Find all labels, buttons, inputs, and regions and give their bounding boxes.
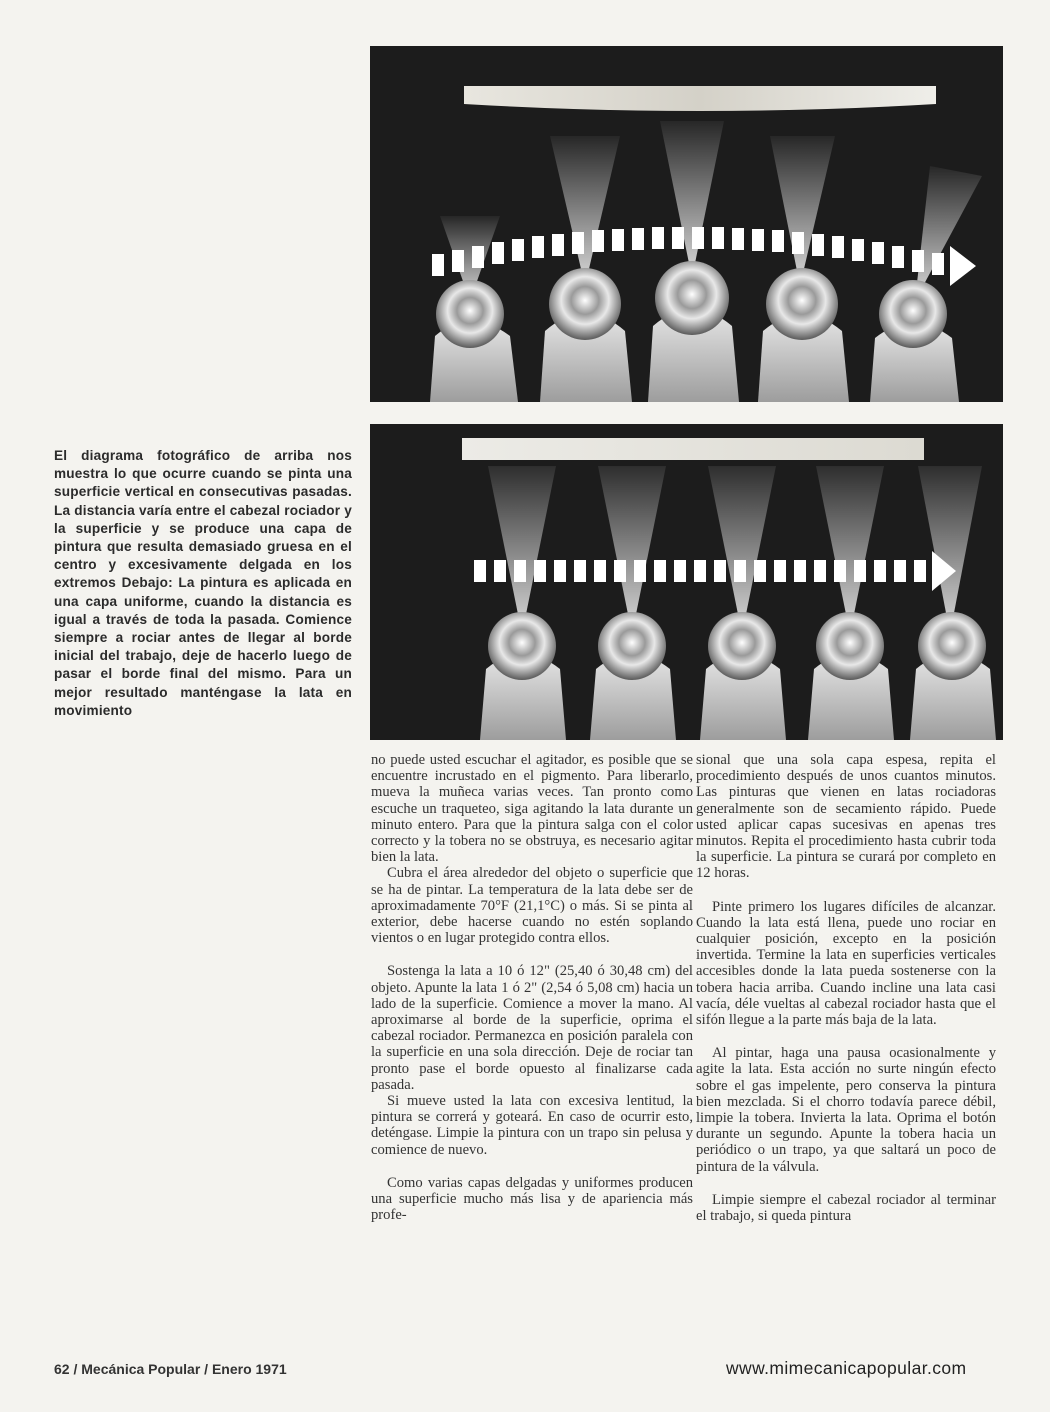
spray-cone	[660, 121, 724, 278]
photo-uneven-spray-illustration	[370, 46, 1003, 402]
paragraph: Limpie siempre el cabezal rociador al terminar el trabajo, si queda pintura	[696, 1191, 996, 1225]
website-url[interactable]: www.mimecanicapopular.com	[726, 1358, 967, 1378]
paragraph: Cubra el área alrededor del objeto o superficie que se ha de pintar. La temperatura de la lata debe ser de aproximadamente 70°F (21,1°C) o más. Si se pinta al exterior, debe hacerse cuando no estén soplando vientos o en lugar protegido contra ellos.	[371, 865, 693, 947]
hands-with-cans	[480, 612, 996, 740]
paragraph: Al pintar, haga una pausa ocasionalmente y agite la lata. Esta acción no surte ningún efecto sobre el gas impelente, pero conserva la pintura bien mezclada. Si el chorro todavía parece débil, limpie la tobera. Invierta la lata. Oprima el botón durante un segundo. Apunte la tobera hacia un periódico o un trapo, ya que saltará un poco de pintura de la válvula.	[696, 1045, 996, 1175]
paragraph: Pinte primero los lugares difíciles de alcanzar. Cuando la lata está llena, puede uno rociar en cualquier posición, excepto en la posición invertida. Termine la lata en superficies verticales accesibles donde la lata pueda sostenerse con la tobera hacia arriba. Cuando incline una lata casi vacía, déle vueltas al cabezal rociador hasta que el sifón llegue a la parte más baja de la lata.	[696, 898, 996, 1029]
page-footer-folio: 62 / Mecánica Popular / Enero 1971	[54, 1361, 287, 1377]
paragraph: sional que una sola capa espesa, repita el procedimiento después de unos cuantos minutos. Las pinturas que vienen en latas rociadoras generalmente son de secamiento rápido. Puede usted aplicar capas sucesivas en apenas tres minutos. Repita el procedimiento hasta cubrir toda la superficie. La pintura se curará por completo en 12 horas.	[696, 752, 996, 882]
paragraph: Como varias capas delgadas y uniformes producen una superficie mucho más lisa y de apariencia más profe-	[371, 1174, 693, 1224]
article-column-2	[696, 752, 996, 1224]
paragraph: Si mueve usted la lata con excesiva lentitud, la pintura se correrá y goteará. En caso de ocurrir esto, deténgase. Limpie la pintura con un trapo sin pelusa y comience de nuevo.	[371, 1093, 693, 1158]
photo-uneven-spray	[370, 46, 1003, 402]
spray-cone	[550, 136, 620, 286]
paragraph: Sostenga la lata a 10 ó 12" (25,40 ó 30,48 cm) del objeto. Apunte la lata 1 ó 2" (2,54 ó 5,08 cm) hacia un lado de la superficie. Comience a mover la mano. Al aproximarse al borde de la superficie, oprima el cabezal rociador. Permanezca en posición paralela con la superficie en una sola dirección. Deje de rociar tan pronto pase el borde opuesto al finalizarse cada pasada.	[371, 963, 693, 1093]
spray-cone	[770, 136, 835, 286]
painted-board	[464, 86, 936, 111]
photo-even-spray	[370, 424, 1003, 740]
spray-cones	[488, 466, 982, 634]
paragraph: no puede usted escuchar el agitador, es posible que se encuentre incrustado en el pigmento. Para liberarlo, mueva la muñeca varias veces. Tan pronto como escuche un traqueteo, siga agitando la lata durante un minuto entero. Para que la pintura salga con el color correcto y la tobera no se obstruya, es necesario agitar bien la lata.	[371, 752, 693, 866]
photo-even-spray-illustration	[370, 424, 1003, 740]
straight-arrow	[474, 551, 956, 591]
painted-board	[462, 438, 924, 460]
photo-caption: El diagrama fotográfico de arriba nos muestra lo que ocurre cuando se pinta una superficie vertical en consecutivas pasadas. La distancia varía entre el cabezal rociador y la superficie y se produce una capa de pintura que resulta demasiado gruesa en el centro y excesivamente delgada en los extremos Debajo: La pintura es aplicada en una capa uniforme, cuando la distancia es igual a través de toda la pasada. Comience siempre a rociar antes de llegar al borde inicial del trabajo, deje de hacerlo luego de pasar el borde final del mismo. Para un mejor resultado manténgase la lata en movimiento	[54, 448, 352, 718]
spray-cone	[915, 166, 982, 301]
article-column-1	[371, 752, 693, 1223]
hands-with-cans	[430, 261, 959, 402]
